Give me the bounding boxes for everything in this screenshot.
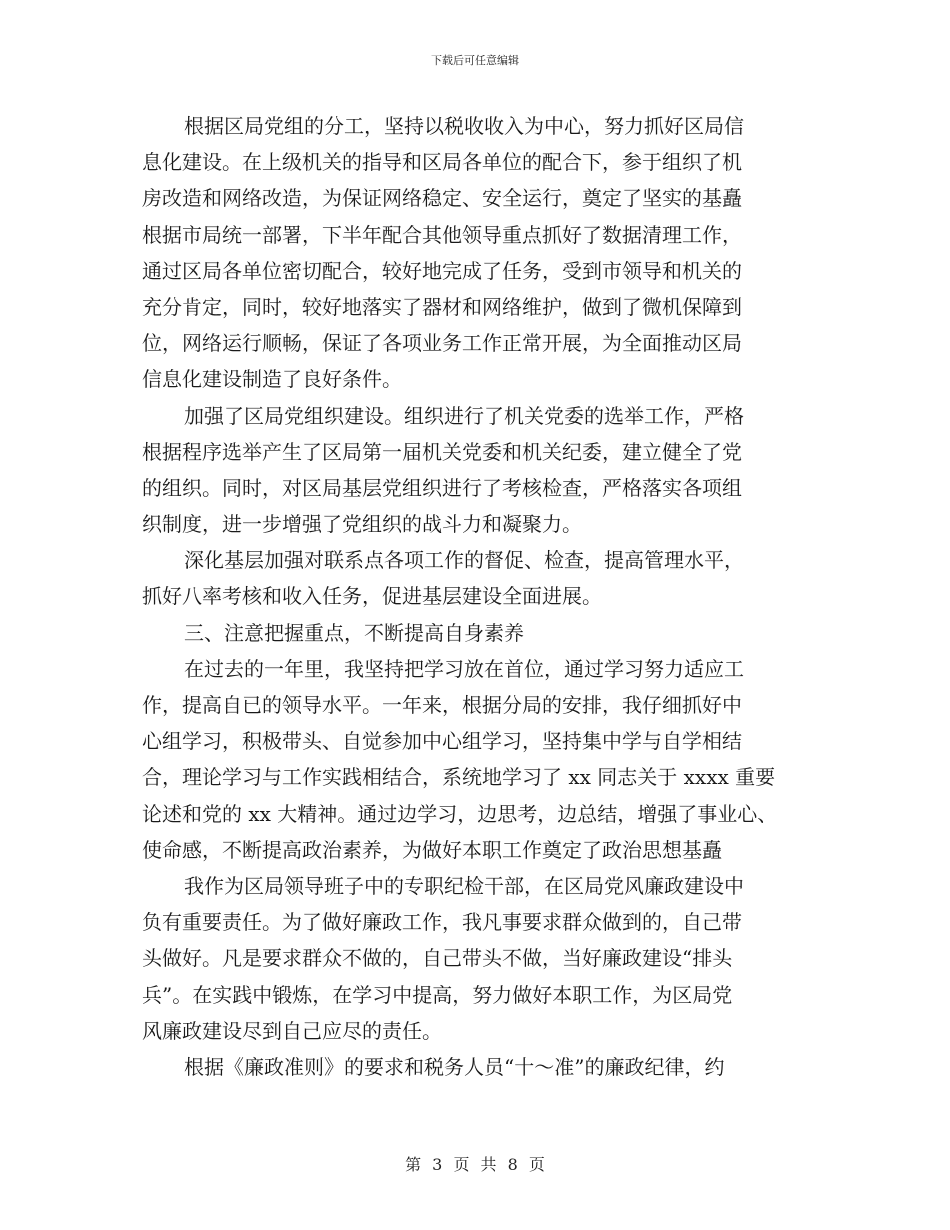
document-body (142, 108, 812, 1085)
text-line: 心组学习，积极带头、自觉参加中心组学习，坚持集中学与自学相结 (142, 729, 742, 754)
text-line: 房改造和网络改造，为保证网络稳定、安全运行，奠定了坚实的基矗 (142, 186, 742, 211)
text-line: 通过区局各单位密切配合，较好地完成了任务，受到市领导和机关的 (142, 258, 742, 283)
page-number-footer: 第 3 页 共 8 页 (405, 1155, 545, 1174)
text-line: 息化建设。在上级机关的指导和区局各单位的配合下，参于组织了机 (142, 150, 742, 175)
text-line: 头做好。凡是要求群众不做的，自己带头不做，当好廉政建设“排头 (142, 946, 733, 971)
text-line: 风廉政建设尽到自己应尽的责任。 (142, 1018, 442, 1043)
text-line: 根据市局统一部署，下半年配合其他领导重点抓好了数据清理工作， (142, 222, 742, 247)
text-line: 在过去的一年里，我坚持把学习放在首位，通过学习努力适应工 (184, 656, 744, 681)
text-line: 充分肯定，同时，较好地落实了器材和网络维护，做到了微机保障到 (142, 294, 742, 319)
text-line: 作，提高自已的领导水平。一年来，根据分局的安排，我仔细抓好中 (142, 693, 742, 717)
text-line: 兵”。在实践中锻炼，在学习中提高，努力做好本职工作，为区局党 (142, 982, 733, 1007)
text-line: 根据程序选举产生了区局第一届机关党委和机关纪委，建立健全了党 (142, 439, 742, 464)
text-line: 我作为区局领导班子中的专职纪检干部，在区局党风廉政建设中 (184, 873, 744, 898)
text-line: 使命感，不断提高政治素养，为做好本职工作奠定了政治思想基矗 (142, 837, 722, 862)
text-line: 负有重要责任。为了做好廉政工作，我凡事要求群众做到的，自己带 (142, 910, 742, 935)
text-line: 织制度，进一步增强了党组织的战斗力和凝聚力。 (142, 512, 582, 537)
text-line: 抓好八率考核和收入任务，促进基层建设全面进展。 (142, 584, 602, 609)
text-line: 位，网络运行顺畅，保证了各项业务工作正常开展，为全面推动区局 (142, 331, 742, 356)
text-line: 根据《廉政准则》的要求和税务人员“十～准”的廉政纪律，约 (184, 1054, 725, 1079)
text-line: 加强了区局党组织建设。组织进行了机关党委的选举工作，严格 (184, 403, 744, 428)
text-line: 深化基层加强对联系点各项工作的督促、检查，提高管理水平， (184, 548, 744, 573)
page-header: 下载后可任意编辑 (431, 54, 519, 67)
text-line: 三、注意把握重点，不断提高自身素养 (184, 620, 524, 645)
text-line: 论述和党的 xx 大精神。通过边学习，边思考，边总结，增强了事业心、 (142, 801, 778, 826)
text-line: 合，理论学习与工作实践相结合，系统地学习了 xx 同志关于 xxxx 重要 (142, 765, 776, 790)
text-line: 信息化建设制造了良好条件。 (142, 367, 402, 392)
text-line: 的组织。同时，对区局基层党组织进行了考核检查，严格落实各项组 (142, 475, 742, 500)
text-line: 根据区局党组的分工，坚持以税收收入为中心，努力抓好区局信 (184, 114, 744, 138)
